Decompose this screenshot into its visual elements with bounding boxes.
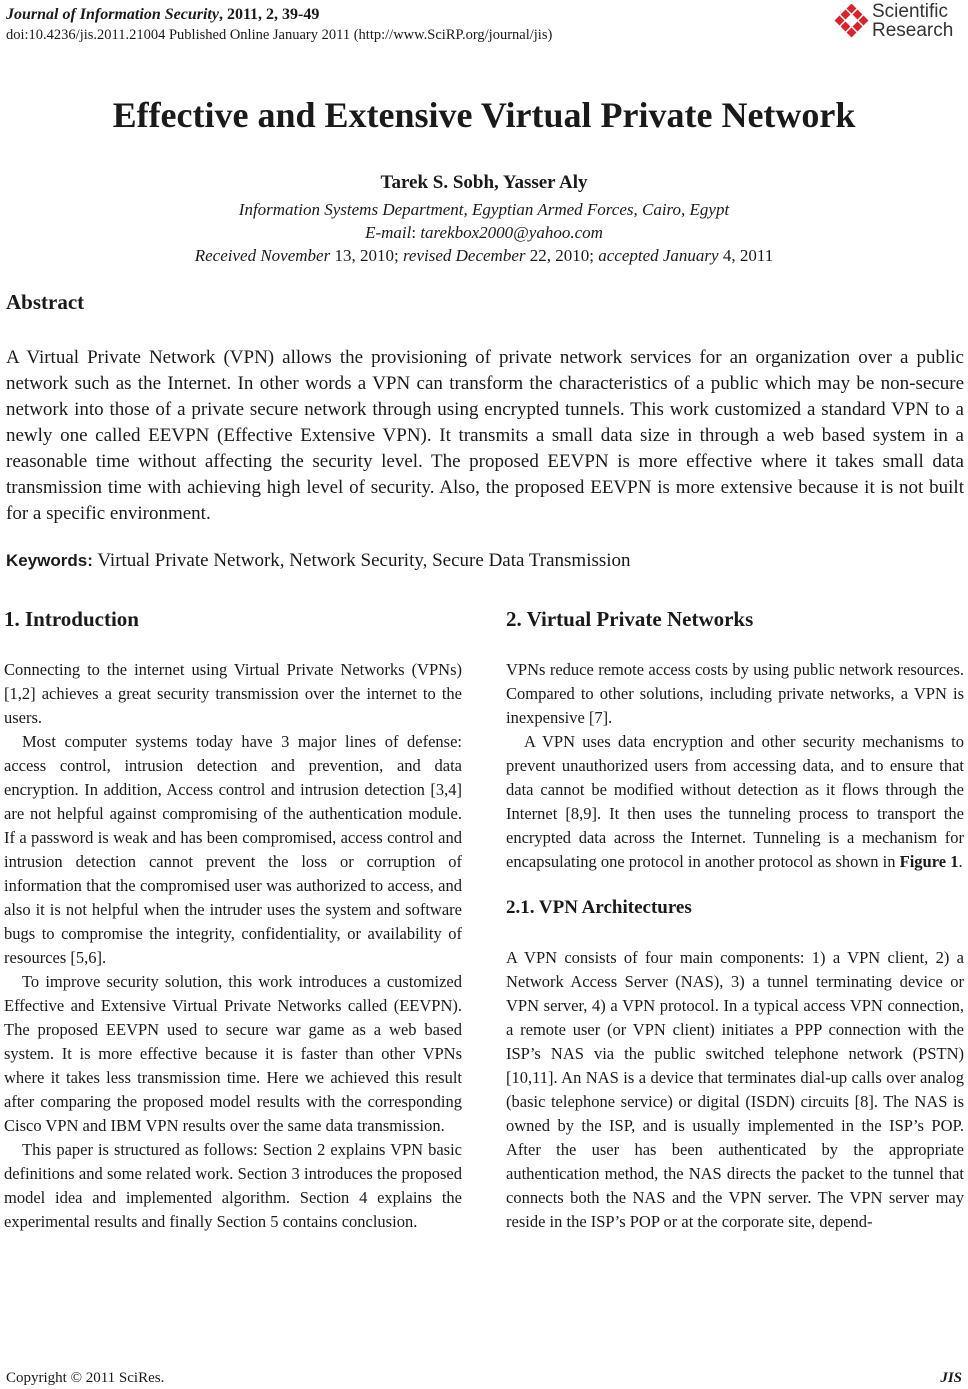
abstract-text: A Virtual Private Network (VPN) allows the provisioning of private network services for an organization over a public network such as the Internet. In other words a VPN can transform the characteristics of a public which may be non-secure network into those of a private secure network through using encrypted tunnels. This work customized a standard VPN to a newly one called EEVPN (Effective Extensive VPN). It transmits a small data size in through a web based system in a reasonable time without affecting the security level. The proposed EEVPN is more effective where it takes small data transmission time with achieving high level of security. Also, the proposed EEVPN is more extensive because it is not built for a specific environment.	[6, 347, 964, 524]
keywords-text: Virtual Private Network, Network Security, Secure Data Transmission	[92, 550, 631, 571]
journal-volume: , 2011, 2, 39-49	[218, 6, 320, 23]
paragraph: Connecting to the internet using Virtual Private Networks (VPNs) [1,2] achieves a great security transmission over the internet to the users.	[4, 660, 462, 727]
publisher-logo	[834, 2, 964, 42]
email-address[interactable]: tarekbox2000@yahoo.com	[420, 223, 603, 242]
paragraph: To improve security solution, this work introduces a customized Effective and Extensive Virtual Private Networks called (EEVPN). The proposed EEVPN used to secure war game as a web based system. It is more effective because it is faster than other VPNs where it takes less transmission time. Here we achieved this result after comparing the proposed model results with the corresponding Cisco VPN and IBM VPN results over the same data transmission.	[4, 972, 462, 1135]
section-heading-introduction: 1. Introduction	[4, 607, 139, 631]
paragraph: A VPN uses data encryption and other security mechanisms to prevent unauthorized users from accessing data, and to ensure that data cannot be modified without detection as it flows through the Internet [8,9]. It then uses the tunneling process to transport the encrypted data across the Internet. Tunneling is a mechanism for encapsulating one protocol in another protocol as shown in Figure 1.	[506, 732, 964, 871]
section-heading-vpn: 2. Virtual Private Networks	[506, 607, 754, 631]
abstract-heading: Abstract	[6, 290, 85, 314]
affiliation: Information Systems Department, Egyptian Armed Forces, Cairo, Egypt	[238, 200, 730, 219]
paper-title: Effective and Extensive Virtual Private Network	[112, 95, 856, 135]
left-column	[4, 604, 462, 1234]
paragraph: This paper is structured as follows: Section 2 explains VPN basic definitions and some related work. Section 3 introduces the proposed model idea and implemented algorithm. Section 4 explains the experimental results and finally Section 5 contains conclusion.	[4, 1140, 462, 1231]
keywords	[6, 548, 631, 574]
doi-line: doi:10.4236/jis.2011.21004 Published Online January 2011 (http://www.SciRP.org/journal/jis)	[6, 27, 553, 43]
journal-header	[6, 4, 552, 46]
journal-abbr-footer: JIS	[940, 1370, 962, 1386]
author-list: Tarek S. Sobh, Yasser Aly	[380, 172, 588, 193]
copyright-footer: Copyright © 2011 SciRes.	[6, 1370, 165, 1386]
paragraph: A VPN consists of four main components: 1) a VPN client, 2) a Network Access Server (NAS), 3) a tunnel terminating device or VPN server, 4) a VPN protocol. In a typical access VPN connection, a remote user (or VPN client) initiates a PPP connection with the ISP’s NAS via the public switched telephone network (PSTN) [10,11]. An NAS is a device that terminates dial-up calls over analog (basic telephone service) or digital (ISDN) circuits [8]. The NAS is owned by the ISP, and is usually implemented in the ISP’s POP. After the user has been authenticated by the appropriate authentication method, the NAS directs the packet to the tunnel that connects both the NAS and the VPN server. The VPN server may reside in the ISP’s POP or at the corporate site, depend-	[506, 948, 964, 1231]
email-line: E-mail: tarekbox2000@yahoo.com	[365, 223, 603, 242]
subsection-heading-vpn-architectures: 2.1. VPN Architectures	[506, 897, 692, 918]
keywords-label: Keywords:	[6, 551, 93, 570]
paragraph: VPNs reduce remote access costs by using public network resources. Compared to other solutions, including private networks, a VPN is inexpensive [7].	[506, 660, 964, 727]
paragraph: Most computer systems today have 3 major lines of defense: access control, intrusion detection and prevention, and data encryption. In addition, Access control and intrusion detection [3,4] are not helpful against compromising of the authentication module. If a password is weak and has been compromised, access control and intrusion detection cannot prevent the loss or corruption of information that the compromised user was authorized to access, and also it is not helpful when the intruder uses the system and software bugs to compromise the integrity, confidentiality, or availability of resources [5,6].	[4, 732, 462, 967]
journal-name: Journal of Information Security	[6, 6, 219, 23]
right-column	[506, 604, 964, 1234]
received-dates: Received November 13, 2010; revised December 22, 2010; accepted January 4, 2011	[194, 246, 774, 265]
figure-reference-link[interactable]: Figure 1	[899, 852, 959, 871]
logo-wordmark: Scientific Research	[872, 1, 954, 41]
scientific-research-logo-icon	[834, 4, 870, 40]
